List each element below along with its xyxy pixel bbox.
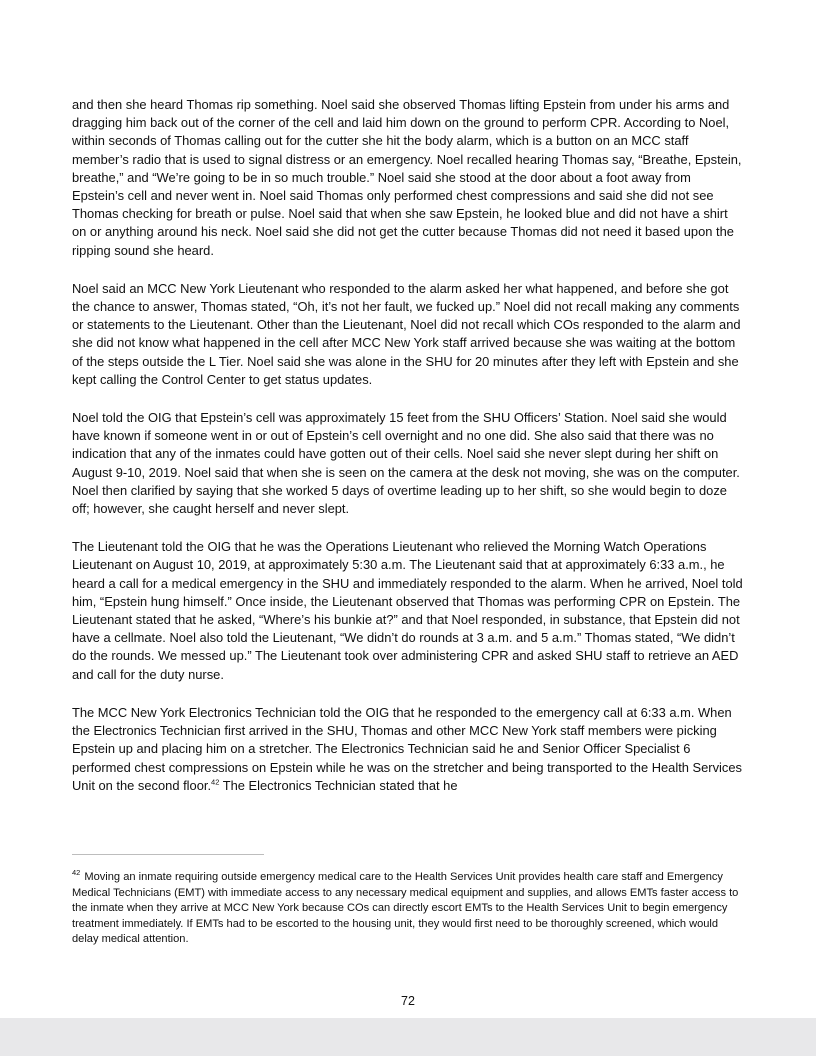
page-number: 72: [401, 994, 415, 1008]
footnote-divider: [72, 854, 264, 855]
paragraph-1: and then she heard Thomas rip something. Noel said she observed Thomas lifting Epstein from under his arms and dragging him back out of the corner of the cell and laid him down on the ground to perform CPR. According to Noel, within seconds of Thomas calling out for the cutter she hit the body alarm, which is a button on an MCC staff member’s radio that is used to signal distress or an emergency. Noel recalled hearing Thomas say, “Breathe, Epstein, breathe,” and “We’re going to be in so much trouble.” Noel said she stood at the door about a foot away from Epstein’s cell and never went in. Noel said Thomas only performed chest compressions and said she did not see Thomas checking for breath or pulse. Noel said that when she saw Epstein, he looked blue and did not have a shirt on or anything around his neck. Noel said she did not get the cutter because Thomas did not need it based upon the ripping sound she heard.: [72, 97, 742, 258]
paragraph-5: [72, 704, 744, 795]
footnote-text: Moving an inmate requiring outside emergency medical care to the Health Services Unit provides health care staff and Emergency Medical Technicians (EMT) with immediate access to any necessary medical equipment and supplies, and allows EMTs faster access to the inmate when they arrive at MCC New York because COs can directly escort EMTs to the Health Services Unit to begin emergency treatment immediately. If EMTs had to be escorted to the housing unit, they would first need to be thoroughly screened, which would delay medical attention.: [72, 871, 739, 946]
body-text: [72, 96, 744, 815]
footnote-reference[interactable]: 42: [211, 777, 220, 787]
paragraph-2: Noel said an MCC New York Lieutenant who responded to the alarm asked her what happened, and before she got the chance to answer, Thomas stated, “Oh, it’s not her fault, we fucked up.” Noel did not recall making any comments or statements to the Lieutenant. Other than the Lieutenant, Noel did not recall which COs responded to the alarm and she did not know what happened in the cell after MCC New York staff arrived because she was waiting at the bottom of the steps outside the L Tier. Noel said she was alone in the SHU for 20 minutes after they left with Epstein and she kept calling the Control Center to get status updates.: [72, 280, 741, 387]
paragraph-3: Noel told the OIG that Epstein’s cell was approximately 15 feet from the SHU Officers’ Station. Noel said she would have known if someone went in or out of Epstein’s cell overnight and no one did. She also said that there was no indication that any of the inmates could have gotten out of their cells. Noel said she never slept during her shift on August 9-10, 2019. Noel said that when she is seen on the camera at the desk not moving, she was on the computer. Noel then clarified by saying that she worked 5 days of overtime leading up to her shift, so she would begin to doze off; however, she caught herself and never slept.: [72, 410, 740, 517]
paragraph-4: The Lieutenant told the OIG that he was the Operations Lieutenant who relieved the Morning Watch Operations Lieutenant on August 10, 2019, at approximately 5:30 a.m. The Lieutenant said that at approximately 6:33 a.m., he heard a call for a medical emergency in the SHU and immediately responded to the alarm. When he arrived, Noel told him, “Epstein hung himself.” Once inside, the Lieutenant observed that Thomas was performing CPR on Epstein. The Lieutenant stated that he asked, “Where’s his bunkie at?” and that Noel responded, in substance, that Epstein did not have a cellmate. Noel also told the Lieutenant, “We didn’t do rounds at 3 a.m. and 5 a.m.” Thomas stated, “We didn’t do the rounds. We messed up.” The Lieutenant took over administering CPR and asked SHU staff to retrieve an AED and call for the duty nurse.: [72, 539, 743, 682]
paragraph-5-continuation: The Electronics Technician stated that he: [219, 777, 458, 793]
footnote: [72, 870, 747, 948]
paragraph-5-text: The MCC New York Electronics Technician told the OIG that he responded to the emergency call at 6:33 a.m. When the Electronics Technician first arrived in the SHU, Thomas and other MCC New York staff members were picking Epstein up and placing him on a stretcher. The Electronics Technician said he and Senior Officer Specialist 6 performed chest compressions on Epstein while he was on the stretcher and being transported to the Health Services Unit on the second floor.: [72, 704, 742, 793]
footnote-number: 42: [72, 868, 81, 878]
